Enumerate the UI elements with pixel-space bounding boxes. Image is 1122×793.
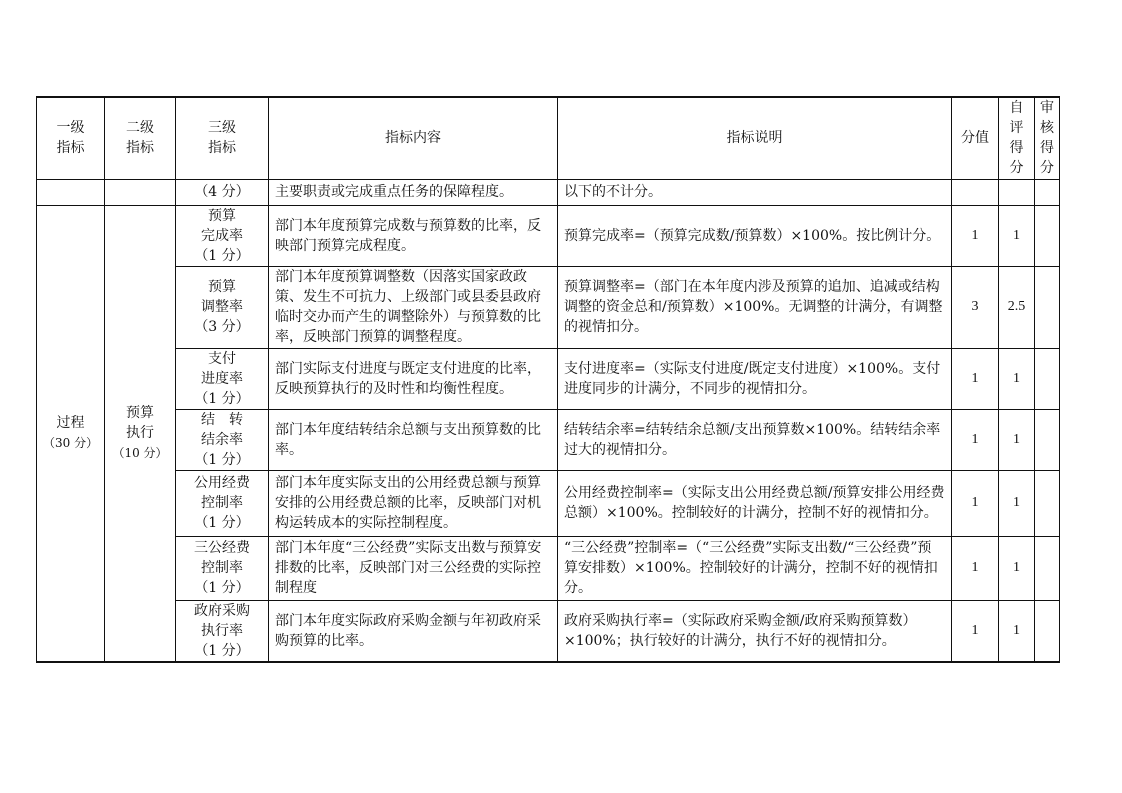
score-cell: 1 xyxy=(952,470,999,536)
level3-cell: 三公经费 控制率 （1 分） xyxy=(176,536,269,600)
table-row xyxy=(37,348,1060,409)
self-score-cell: 2.5 xyxy=(999,266,1035,348)
continued-self-cell xyxy=(999,179,1035,205)
continued-score-cell xyxy=(952,179,999,205)
continued-audit-cell xyxy=(1035,179,1060,205)
table-row xyxy=(37,409,1060,470)
header-level2: 二级 指标 xyxy=(105,97,176,179)
table-row xyxy=(37,536,1060,600)
score-cell: 1 xyxy=(952,205,999,266)
content-cell: 部门实际支付进度与既定支付进度的比率，反映预算执行的及时性和均衡性程度。 xyxy=(269,348,558,409)
header-score: 分值 xyxy=(952,97,999,179)
evaluation-table xyxy=(36,96,1060,663)
table-row xyxy=(37,205,1060,266)
explanation-cell: 支付进度率=（实际支付进度/既定支付进度）×100%。支付进度同步的计满分，不同步的视情扣分。 xyxy=(558,348,952,409)
continued-level2-cell xyxy=(105,179,176,205)
explanation-cell: “三公经费”控制率=（“三公经费”实际支出数/“三公经费”预算安排数）×100%。控制较好的计满分，控制不好的视情扣分。 xyxy=(558,536,952,600)
continued-explanation-cell: 以下的不计分。 xyxy=(558,179,952,205)
content-cell: 部门本年度预算调整数（因落实国家政政策、发生不可抗力、上级部门或县委县政府临时交办而产生的调整除外）与预算数的比率，反映部门预算的调整程度。 xyxy=(269,266,558,348)
audit-score-cell xyxy=(1035,409,1060,470)
audit-score-cell xyxy=(1035,348,1060,409)
self-score-cell: 1 xyxy=(999,600,1035,662)
table-row xyxy=(37,470,1060,536)
audit-score-cell xyxy=(1035,470,1060,536)
self-score-cell: 1 xyxy=(999,348,1035,409)
content-cell: 部门本年度结转结余总额与支出预算数的比率。 xyxy=(269,409,558,470)
level3-cell: 预算 调整率 （3 分） xyxy=(176,266,269,348)
explanation-cell: 政府采购执行率=（实际政府采购金额/政府采购预算数）×100%；执行较好的计满分，执行不好的视情扣分。 xyxy=(558,600,952,662)
explanation-cell: 公用经费控制率=（实际支出公用经费总额/预算安排公用经费总额）×100%。控制较好的计满分，控制不好的视情扣分。 xyxy=(558,470,952,536)
score-cell: 3 xyxy=(952,266,999,348)
score-cell: 1 xyxy=(952,600,999,662)
audit-score-cell xyxy=(1035,536,1060,600)
content-cell: 部门本年度实际政府采购金额与年初政府采购预算的比率。 xyxy=(269,600,558,662)
continued-level3-cell: （4 分） xyxy=(176,179,269,205)
continued-row xyxy=(37,179,1060,205)
level2-cell: 预算 执行 （10 分） xyxy=(105,205,176,662)
self-score-cell: 1 xyxy=(999,205,1035,266)
self-score-cell: 1 xyxy=(999,409,1035,470)
level3-cell: 公用经费 控制率 （1 分） xyxy=(176,470,269,536)
explanation-cell: 预算完成率=（预算完成数/预算数）×100%。按比例计分。 xyxy=(558,205,952,266)
header-content: 指标内容 xyxy=(269,97,558,179)
content-cell: 部门本年度“三公经费”实际支出数与预算安排数的比率，反映部门对三公经费的实际控制程度 xyxy=(269,536,558,600)
continued-level1-cell xyxy=(37,179,105,205)
table-row xyxy=(37,266,1060,348)
header-self-score: 自 评 得 分 xyxy=(999,97,1035,179)
level3-cell: 政府采购 执行率 （1 分） xyxy=(176,600,269,662)
audit-score-cell xyxy=(1035,266,1060,348)
score-cell: 1 xyxy=(952,348,999,409)
level1-cell: 过程 （30 分） xyxy=(37,205,105,662)
header-audit-score: 审核 得分 xyxy=(1035,97,1060,179)
content-cell: 部门本年度实际支出的公用经费总额与预算安排的公用经费总额的比率，反映部门对机构运转成本的实际控制程度。 xyxy=(269,470,558,536)
score-cell: 1 xyxy=(952,409,999,470)
content-cell: 部门本年度预算完成数与预算数的比率，反映部门预算完成程度。 xyxy=(269,205,558,266)
level3-cell: 支付 进度率 （1 分） xyxy=(176,348,269,409)
self-score-cell: 1 xyxy=(999,536,1035,600)
table-row xyxy=(37,600,1060,662)
audit-score-cell xyxy=(1035,600,1060,662)
audit-score-cell xyxy=(1035,205,1060,266)
header-explanation: 指标说明 xyxy=(558,97,952,179)
header-row xyxy=(37,97,1060,179)
continued-content-cell: 主要职责或完成重点任务的保障程度。 xyxy=(269,179,558,205)
self-score-cell: 1 xyxy=(999,470,1035,536)
header-level3: 三级 指标 xyxy=(176,97,269,179)
header-level1: 一级 指标 xyxy=(37,97,105,179)
explanation-cell: 结转结余率=结转结余总额/支出预算数×100%。结转结余率过大的视情扣分。 xyxy=(558,409,952,470)
score-cell: 1 xyxy=(952,536,999,600)
explanation-cell: 预算调整率=（部门在本年度内涉及预算的追加、追减或结构调整的资金总和/预算数）×100%。无调整的计满分，有调整的视情扣分。 xyxy=(558,266,952,348)
level3-cell: 预算 完成率 （1 分） xyxy=(176,205,269,266)
level3-cell: 结 转 结余率 （1 分） xyxy=(176,409,269,470)
